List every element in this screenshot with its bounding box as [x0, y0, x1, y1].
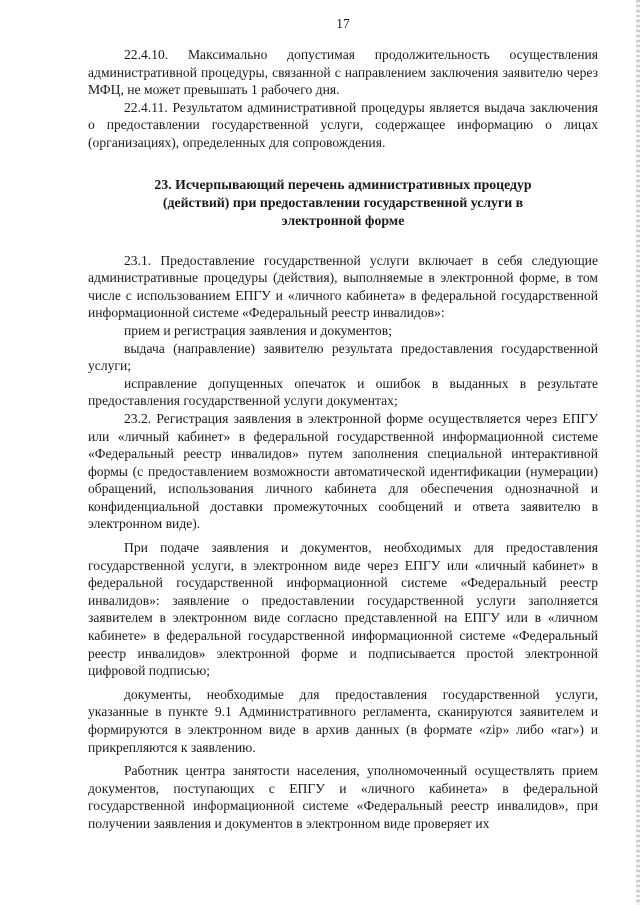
paragraph-employee-check: Работник центра занятости населения, уполномоченный осуществлять прием документов, поступающих с ЕПГУ и «личного кабинета» в федеральной государственной информационной системе «Федеральный реестр инвалидов», при получении заявления и документов в электронном виде проверяет их: [88, 763, 598, 831]
paragraph-22-4-10: 22.4.10. Максимально допустимая продолжительность осуществления административной процедуры, связанной с направлением заключения заявителю через МФЦ, не может превышать 1 рабочего дня.: [88, 47, 598, 98]
list-item-reception: прием и регистрация заявления и документов;: [124, 322, 392, 338]
paragraph-23-2: 23.2. Регистрация заявления в электронной форме осуществляется через ЕПГУ или «личный кабинет» в федеральной государственной информационной системе «Федеральный реестр инвалидов» путем заполнения специальной интерактивной формы (с предоставлением возможности автоматической идентификации (нумерации) обращений, использования личного кабинета для обеспечения однозначной и конфиденциальной доставки промежуточных сообщений и ответа заявителю в электронном виде).: [88, 410, 598, 532]
page-number: 17: [336, 16, 350, 31]
list-item-corrections: исправление допущенных опечаток и ошибок в выданных в результате предоставления государственной услуги документах;: [88, 375, 598, 409]
paragraph-23-1: 23.1. Предоставление государственной услуги включает в себя следующие административные процедуры (действия), выполняемые в электронной форме, в том числе с использованием ЕПГУ и «личного кабинета» в федеральной государственной информационной системе «Федеральный реестр инвалидов»:: [88, 252, 598, 321]
section-heading-23: [104, 176, 582, 230]
scan-edge: [636, 0, 640, 905]
heading-line: (действий) при предоставлении государственной услуги в: [162, 194, 524, 210]
heading-line: 23. Исчерпывающий перечень административных процедур: [154, 176, 532, 192]
paragraph-documents-scan: документы, необходимые для предоставления государственной услуги, указанные в пункте 9.1 Административного регламента, сканируются заявителем и формируются в электронном виде в архив данных (в формате «zip» либо «rar») и прикрепляются к заявлению.: [88, 686, 598, 755]
paragraph-22-4-11: 22.4.11. Результатом административной процедуры является выдача заключения о предоставлении государственной услуги, содержащее информацию о лицах (организациях), определенных для сопровождения.: [88, 99, 598, 150]
paragraph-electronic-submission: При подаче заявления и документов, необходимых для предоставления государственной услуги, в электронном виде через ЕПГУ или «личный кабинет» в федеральной государственной информационной системе «Федеральный реестр инвалидов»: заявление о предоставлении государственной услуги заполняется заявителем в электронном виде согласно представленной на ЕПГУ или в «личном кабинете» в федеральной государственной информационной системе «Федеральный реестр инвалидов» электронной форме и подписывается простой электронной цифровой подписью;: [88, 540, 598, 679]
heading-line: электронной форме: [281, 212, 405, 228]
list-item-issuance: выдача (направление) заявителю результата предоставления государственной услуги;: [88, 340, 598, 374]
